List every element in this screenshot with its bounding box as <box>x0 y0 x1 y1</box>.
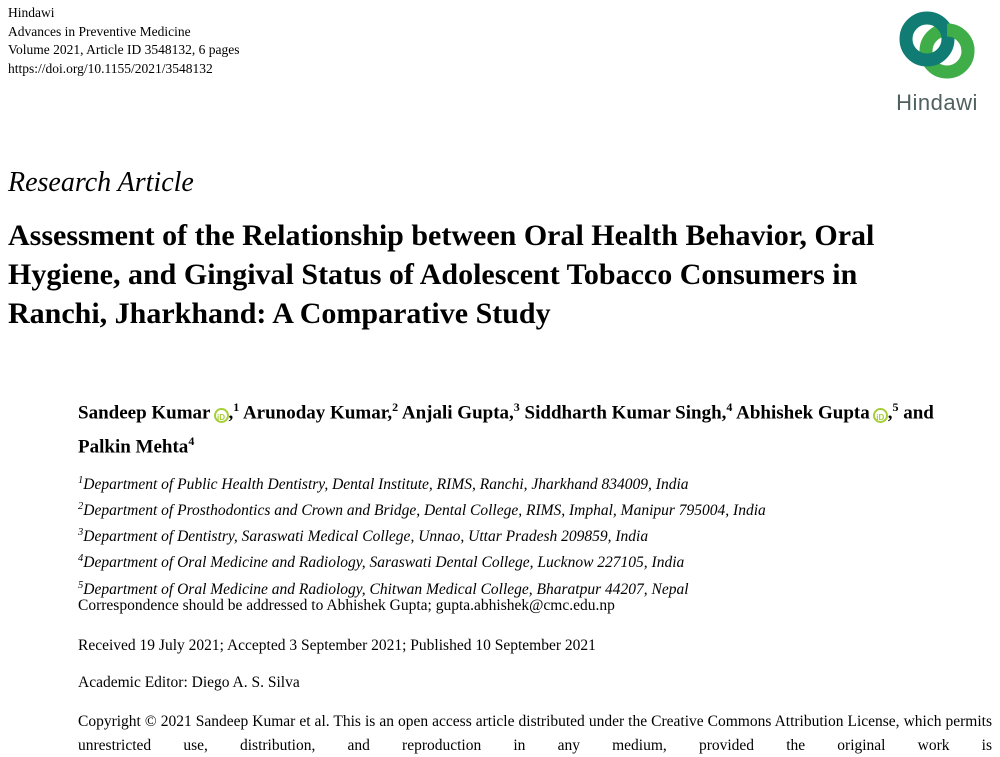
author-name: Arunoday Kumar <box>242 402 388 424</box>
affiliation-row <box>78 496 992 522</box>
publisher-logo-block <box>878 6 996 116</box>
article-type-label: Research Article <box>8 167 194 198</box>
author-list: Sandeep Kumar iD ,$^1$ Arunoday Kumar,$^2$ Anjali Gupta,$^3$ Siddharth Kumar Singh,$^4$ Abhishek Gupta iD ,$^5$ and Palkin Mehta$^4$ <box>78 400 934 458</box>
correspondence-line <box>78 597 615 615</box>
academic-editor: Academic Editor: Diego A. S. Silva <box>78 674 300 691</box>
affiliation-number: 1 <box>78 475 84 486</box>
article-title: Assessment of the Relationship between Oral Health Behavior, Oral Hygiene, and Gingival Status of Adolescent Tobacco Consumers in Ranchi, Jharkhand: A Comparative Study <box>8 219 875 330</box>
affiliation-text: Department of Dentistry, Saraswati Medical College, Unnao, Uttar Pradesh 209859, India <box>83 528 649 546</box>
masthead <box>8 4 239 78</box>
author-name: Sandeep Kumar <box>78 402 211 424</box>
affiliation-text: Department of Public Health Dentistry, Dental Institute, RIMS, Ranchi, Jharkhand 834009, India <box>83 476 689 494</box>
author-affiliation-ref: 2 <box>392 400 399 414</box>
author-affiliation-ref: 4 <box>188 434 195 449</box>
journal-name: Advances in Preventive Medicine <box>8 23 191 39</box>
volume-info: Volume 2021, Article ID 3548132, 6 pages <box>8 42 240 57</box>
author-affiliation-ref: 3 <box>513 400 520 414</box>
affiliation-number: 4 <box>78 553 84 565</box>
affiliation-row <box>78 470 992 496</box>
affiliation-row <box>78 522 992 548</box>
orcid-icon[interactable]: iD <box>214 408 229 423</box>
affiliation-number: 5 <box>78 579 84 591</box>
publisher-logo-wordmark: Hindawi <box>896 90 978 115</box>
affiliation-text: Department of Oral Medicine and Radiology, Saraswati Dental College, Lucknow 227105, India <box>83 554 685 572</box>
affiliation-number: 3 <box>78 527 84 539</box>
affiliation-text: Department of Oral Medicine and Radiology, Chitwan Medical College, Bharatpur 44207, Nepal <box>83 580 689 598</box>
author-name: Palkin Mehta <box>78 436 189 458</box>
author-affiliation-ref: 5 <box>892 400 899 414</box>
affiliation-row <box>78 548 992 574</box>
orcid-icon[interactable]: iD <box>873 408 888 423</box>
correspondence-text: Correspondence should be addressed to Abhishek Gupta; <box>78 597 436 614</box>
author-name: Anjali Gupta <box>401 402 510 424</box>
hindawi-logo-icon <box>890 71 984 88</box>
affiliation-list <box>78 470 992 601</box>
affiliation-number: 2 <box>78 501 84 513</box>
publisher-name: Hindawi <box>8 5 55 20</box>
affiliation-text: Department of Prosthodontics and Crown and Bridge, Dental College, RIMS, Imphal, Manipur 795004, India <box>83 502 766 520</box>
copyright-notice: Copyright © 2021 Sandeep Kumar et al. This is an open access article distributed under the Creative Commons Attribution License, which permits unrestricted use, distribution, and reproduction in any medium, provided the original work is <box>78 713 992 754</box>
doi-link[interactable]: https://doi.org/10.1155/2021/3548132 <box>8 60 213 76</box>
correspondence-email[interactable]: gupta.abhishek@cmc.edu.np <box>435 597 615 614</box>
author-name: Abhishek Gupta <box>736 402 870 424</box>
author-affiliation-ref: 1 <box>233 400 240 414</box>
author-name: Siddharth Kumar Singh <box>524 402 722 424</box>
article-history: Received 19 July 2021; Accepted 3 September 2021; Published 10 September 2021 <box>78 637 596 654</box>
author-affiliation-ref: 4 <box>726 400 733 414</box>
